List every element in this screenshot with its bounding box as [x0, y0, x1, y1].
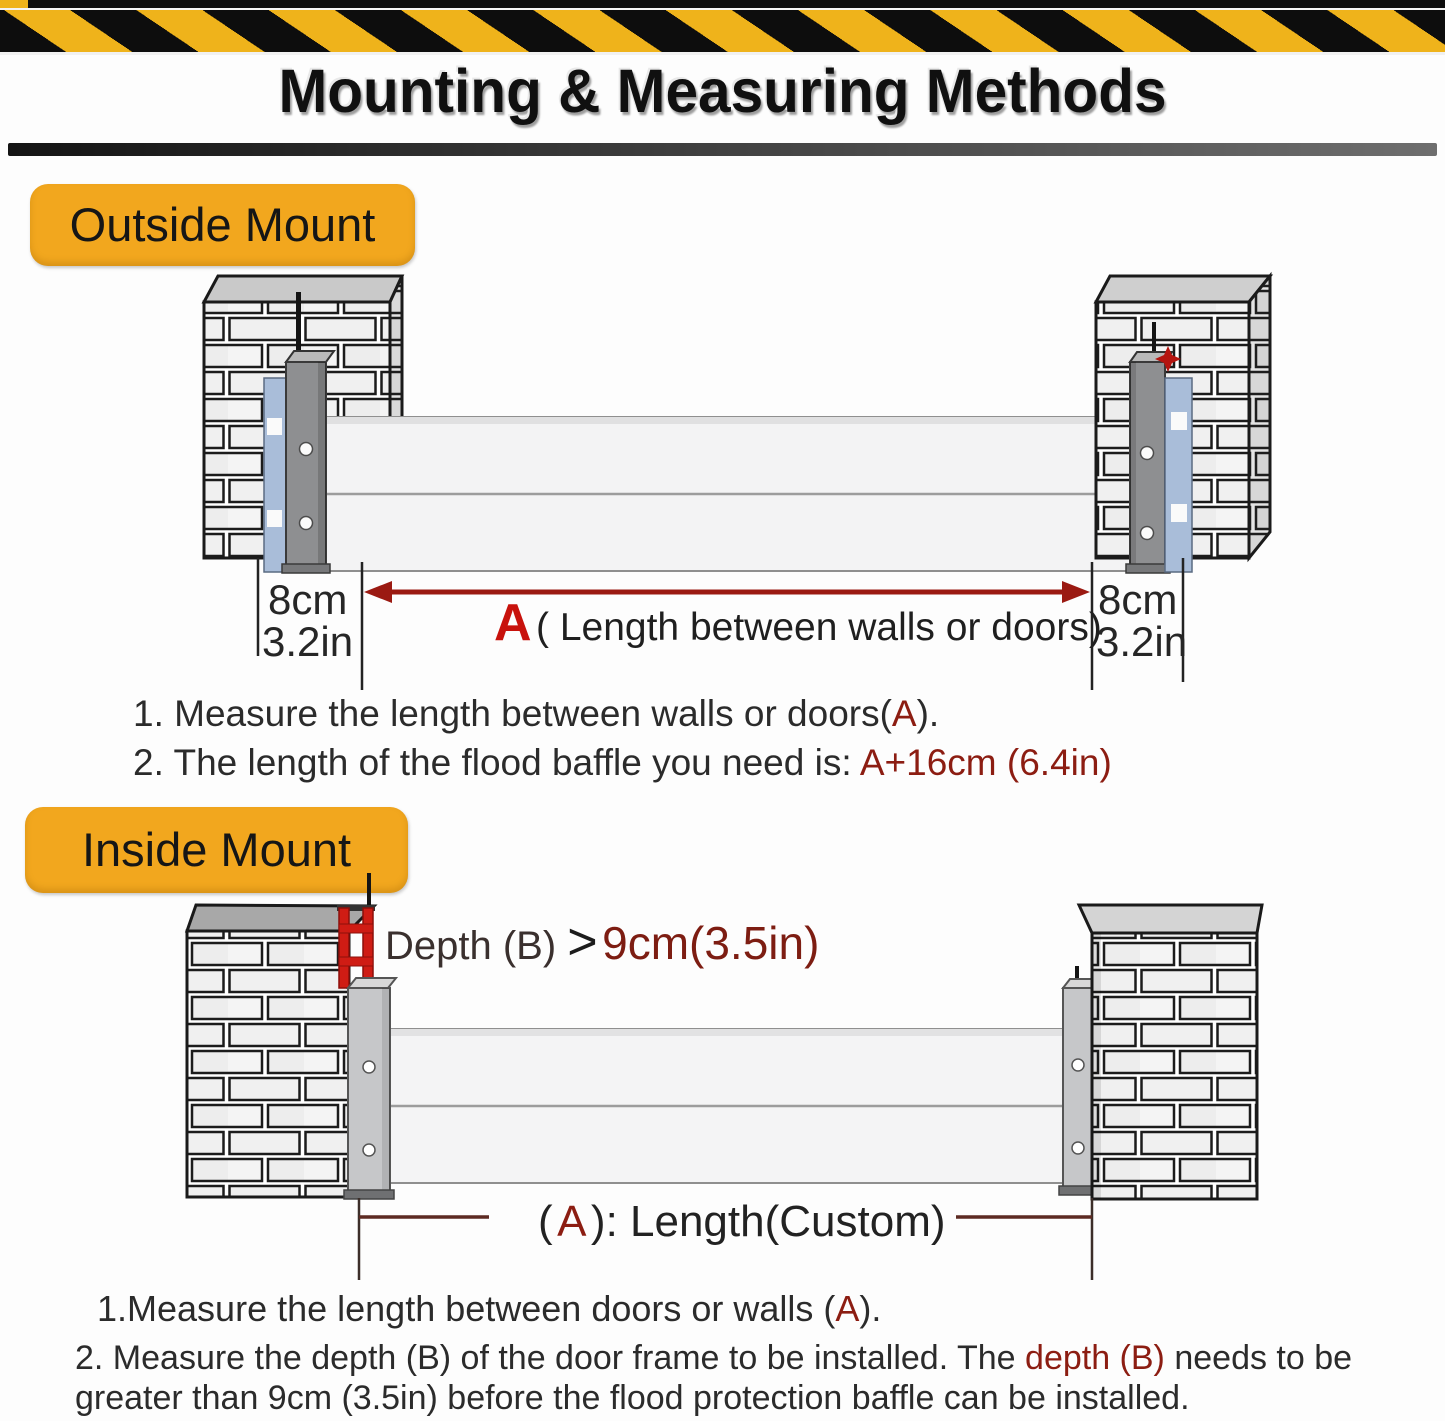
outside-step-1 [133, 693, 939, 735]
step-text: 1.Measure the length between doors or walls ( [97, 1288, 836, 1329]
span-label [494, 594, 1102, 652]
right-brick-pillar [1079, 905, 1262, 1199]
right-dim-inch: 3.2in [1096, 618, 1188, 665]
screw-hole [1072, 1142, 1084, 1154]
length-label-open: ( [538, 1197, 553, 1246]
inside-step-2 [75, 1338, 1445, 1418]
span-label-A: A [494, 594, 532, 652]
step-text: 2. The length of the flood baffle you need is: [133, 742, 860, 783]
hazard-stripe-banner [0, 8, 1445, 55]
right-dim-cm: 8cm [1098, 576, 1178, 623]
left-dim-inch: 3.2in [262, 618, 354, 665]
step-accent: A [891, 693, 917, 734]
step-accent: depth (B) [1025, 1339, 1165, 1377]
depth-label-text: Depth (B) [385, 924, 568, 968]
step-text: 1. Measure the length between walls or doors( [133, 693, 892, 734]
left-mounting-channel [344, 978, 396, 1199]
depth-bracket-red [337, 873, 375, 988]
page-title: Mounting & Measuring Methods [278, 57, 1167, 125]
screw-hole [1141, 527, 1154, 540]
step-text: ). [859, 1288, 882, 1329]
greater-than-sign: > [567, 913, 598, 971]
screw-hole [300, 517, 313, 530]
screw-hole [300, 443, 313, 456]
step-text: needs to be greater than 9cm (3.5in) before the flood protection baffle can be installed. [75, 1339, 1353, 1418]
screw-hole [363, 1061, 375, 1073]
screw-hole [1072, 1059, 1084, 1071]
length-label [538, 1197, 946, 1246]
outside-mount-diagram [0, 262, 1445, 692]
screw-hole [363, 1144, 375, 1156]
inside-step-1 [97, 1288, 881, 1330]
flood-barrier-panel [326, 417, 1130, 571]
step-text: ). [916, 693, 940, 734]
hazard-yellow-fragment [0, 0, 28, 8]
left-dim-cm: 8cm [268, 576, 348, 623]
inside-mount-badge: Inside Mount [25, 807, 408, 893]
hazard-top-strip [0, 0, 1445, 8]
dimension-arrow [364, 581, 1090, 603]
step-accent: A+16cm (6.4in) [859, 742, 1112, 783]
step-accent: A [835, 1288, 860, 1329]
length-label-text: ): Length(Custom) [590, 1197, 946, 1246]
span-label-text: ( Length between walls or doors) [536, 606, 1102, 649]
outside-mount-badge: Outside Mount [30, 184, 415, 266]
flood-barrier-panel [390, 1029, 1063, 1183]
outside-step-2 [133, 742, 1112, 784]
left-seal-strip [264, 378, 286, 572]
depth-label-value: 9cm(3.5in) [602, 917, 820, 969]
depth-label [385, 913, 819, 971]
length-label-A: A [557, 1197, 587, 1246]
step-text: 2. Measure the depth (B) of the door frame to be installed. The [75, 1339, 1026, 1377]
title-underline-bar [8, 143, 1437, 156]
screw-hole [1141, 447, 1154, 460]
inside-mount-diagram [0, 860, 1445, 1300]
